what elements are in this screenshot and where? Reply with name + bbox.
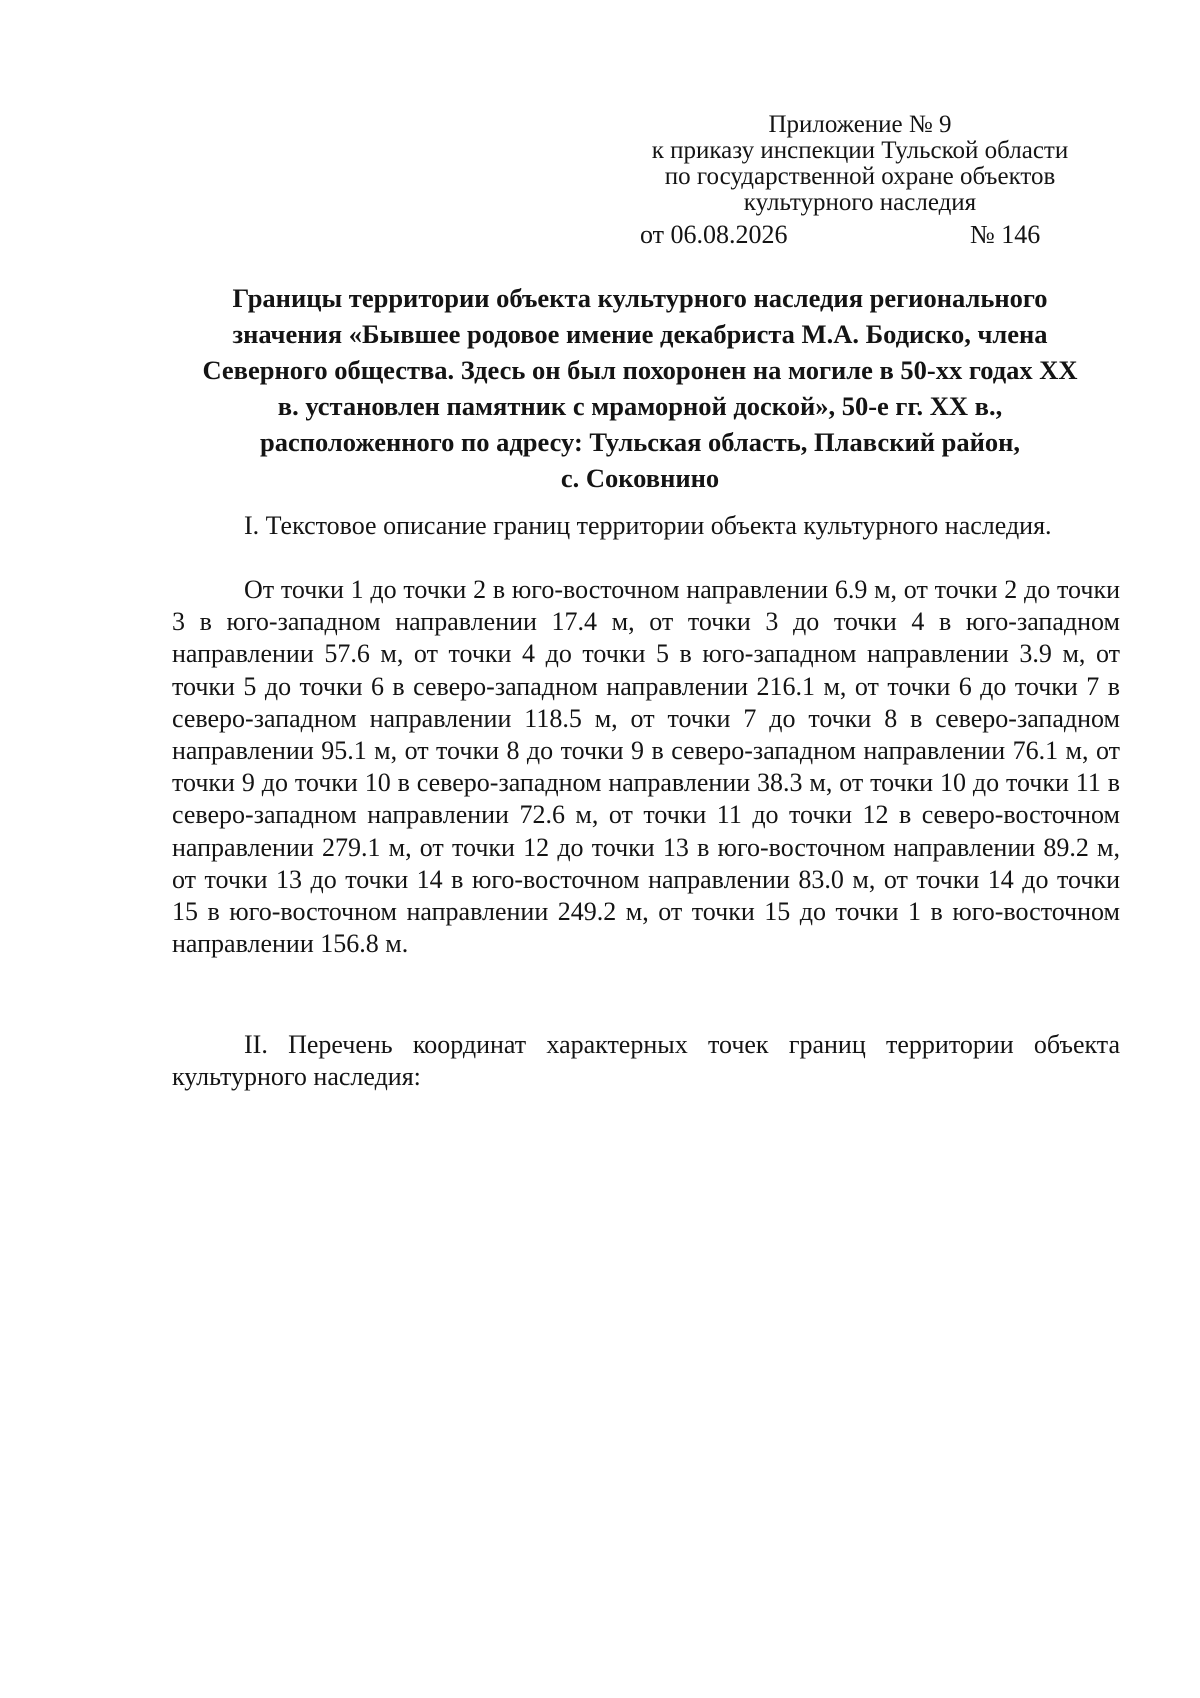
title-line: с. Соковнино (560, 463, 720, 493)
order-date: от 06.08.2026 (640, 220, 788, 249)
title-line: Границы территории объекта культурного наследия регионального (232, 283, 1048, 313)
appendix-line: культурного наследия (743, 189, 977, 216)
title-line: значения «Бывшее родовое имение декабриста М.А. Бодиско, члена (232, 319, 1048, 349)
document-title (160, 280, 1120, 496)
boundary-description: От точки 1 до точки 2 в юго-восточном направлении 6.9 м, от точки 2 до точки 3 в юго-западном направлении 17.4 м, от точки 3 до точки 4 в юго-западном направлении 57.6 м, от точки 4 до точки 5 в юго-западном направлении 3.9 м, от точки 5 до точки 6 в северо-западном направлении 216.1 м, от точки 6 до точки 7 в северо-западном направлении 118.5 м, от точки 7 до точки 8 в северо-западном направлении 95.1 м, от точки 8 до точки 9 в северо-западном направлении 76.1 м, от точки 9 до точки 10 в северо-западном направлении 38.3 м, от точки 10 до точки 11 в северо-западном направлении 72.6 м, от точки 11 до точки 12 в северо-восточном направлении 279.1 м, от точки 12 до точки 13 в юго-восточном направлении 89.2 м, от точки 13 до точки 14 в юго-восточном направлении 83.0 м, от точки 14 до точки 15 в юго-восточном направлении 249.2 м, от точки 15 до точки 1 в юго-восточном направлении 156.8 м. (172, 575, 1120, 959)
appendix-line: по государственной охране объектов (664, 163, 1056, 190)
order-reference (0, 219, 1200, 251)
title-line: Северного общества. Здесь он был похоронен на могиле в 50-хх годах XX (202, 355, 1078, 385)
section-2-title: II. Перечень координат характерных точек границ территории объекта культурного наследия: (172, 1030, 1120, 1092)
appendix-header (600, 112, 1120, 216)
order-number: № 146 (970, 220, 1041, 249)
title-line: в. установлен памятник с мраморной доской», 50-е гг. XX в., (277, 391, 1003, 421)
title-line: расположенного по адресу: Тульская область, Плавский район, (259, 427, 1021, 457)
appendix-line: Приложение № 9 (768, 111, 952, 138)
section-1-title: I. Текстовое описание границ территории объекта культурного наследия. (244, 511, 1052, 540)
appendix-line: к приказу инспекции Тульской области (651, 137, 1069, 164)
